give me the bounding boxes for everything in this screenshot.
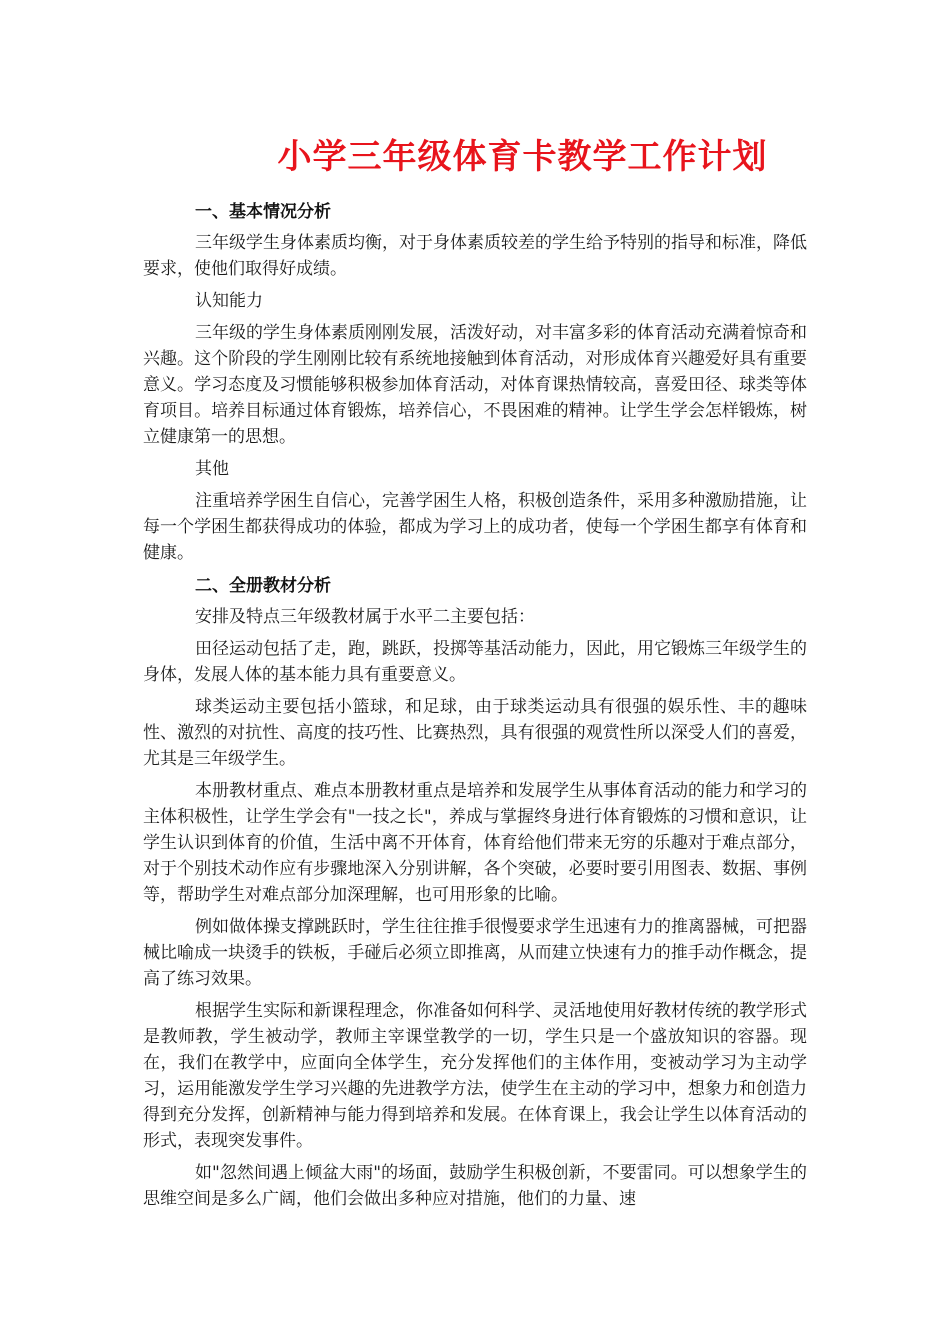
paragraph: 田径运动包括了走，跑，跳跃，投掷等基活动能力，因此，用它锻炼三年级学生的身体，发展人体的基本能力具有重要意义。 — [143, 639, 807, 685]
section-heading-textbook-analysis: 二、全册教材分析 — [195, 576, 331, 596]
subheading-other: 其他 — [195, 459, 229, 479]
paragraph: 根据学生实际和新课程理念，你准备如何科学、灵活地使用好教材传统的教学形式是教师教，学生被动学，教师主宰课堂教学的一切，学生只是一个盛放知识的容器。现在，我们在教学中，应面向全体学生，充分发挥他们的主体作用，变被动学习为主动学习，运用能激发学生学习兴趣的先进教学方法，使学生在主动的学习中，想象力和创造力得到充分发挥，创新精神与能力得到培养和发展。在体育课上，我会让学生以体育活动的形式，表现突发事件。 — [143, 1001, 807, 1151]
paragraph: 三年级的学生身体素质刚刚发展，活泼好动，对丰富多彩的体育活动充满着惊奇和兴趣。这个阶段的学生刚刚比较有系统地接触到体育活动，对形成体育兴趣爱好具有重要意义。学习态度及习惯能够积极参加体育活动，对体育课热情较高，喜爱田径、球类等体育项目。培养目标通过体育锻炼，培养信心，不畏困难的精神。让学生学会怎样锻炼，树立健康第一的思想。 — [143, 323, 807, 447]
paragraph: 球类运动主要包括小篮球，和足球，由于球类运动具有很强的娱乐性、丰的趣味性、激烈的对抗性、高度的技巧性、比赛热烈，具有很强的观赏性所以深受人们的喜爱，尤其是三年级学生。 — [143, 697, 807, 769]
paragraph: 如"忽然间遇上倾盆大雨"的场面，鼓励学生积极创新，不要雷同。可以想象学生的思维空间是多么广阔，他们会做出多种应对措施，他们的力量、速 — [143, 1163, 807, 1209]
subheading-cognitive-ability: 认知能力 — [195, 291, 263, 311]
paragraph: 例如做体操支撑跳跃时，学生往往推手很慢要求学生迅速有力的推离器械，可把器械比喻成一块烫手的铁板，手碰后必须立即推离，从而建立快速有力的推手动作概念，提高了练习效果。 — [143, 917, 807, 989]
paragraph: 注重培养学困生自信心，完善学困生人格，积极创造条件，采用多种激励措施，让每一个学困生都获得成功的体验，都成为学习上的成功者，使每一个学困生都享有体育和健康。 — [143, 491, 807, 563]
document-title: 小学三年级体育卡教学工作计划 — [277, 137, 768, 177]
section-heading-basic-analysis: 一、基本情况分析 — [195, 202, 331, 222]
paragraph: 安排及特点三年级教材属于水平二主要包括： — [195, 607, 535, 627]
paragraph: 本册教材重点、难点本册教材重点是培养和发展学生从事体育活动的能力和学习的主体积极性，让学生学会有"一技之长"，养成与掌握终身进行体育锻炼的习惯和意识，让学生认识到体育的价值，生活中离不开体育，体育给他们带来无穷的乐趣对于难点部分，对于个别技术动作应有步骤地深入分别讲解，各个突破，必要时要引用图表、数据、事例等，帮助学生对难点部分加深理解，也可用形象的比喻。 — [143, 781, 807, 905]
paragraph: 三年级学生身体素质均衡，对于身体素质较差的学生给予特别的指导和标准，降低要求，使他们取得好成绩。 — [143, 233, 807, 279]
